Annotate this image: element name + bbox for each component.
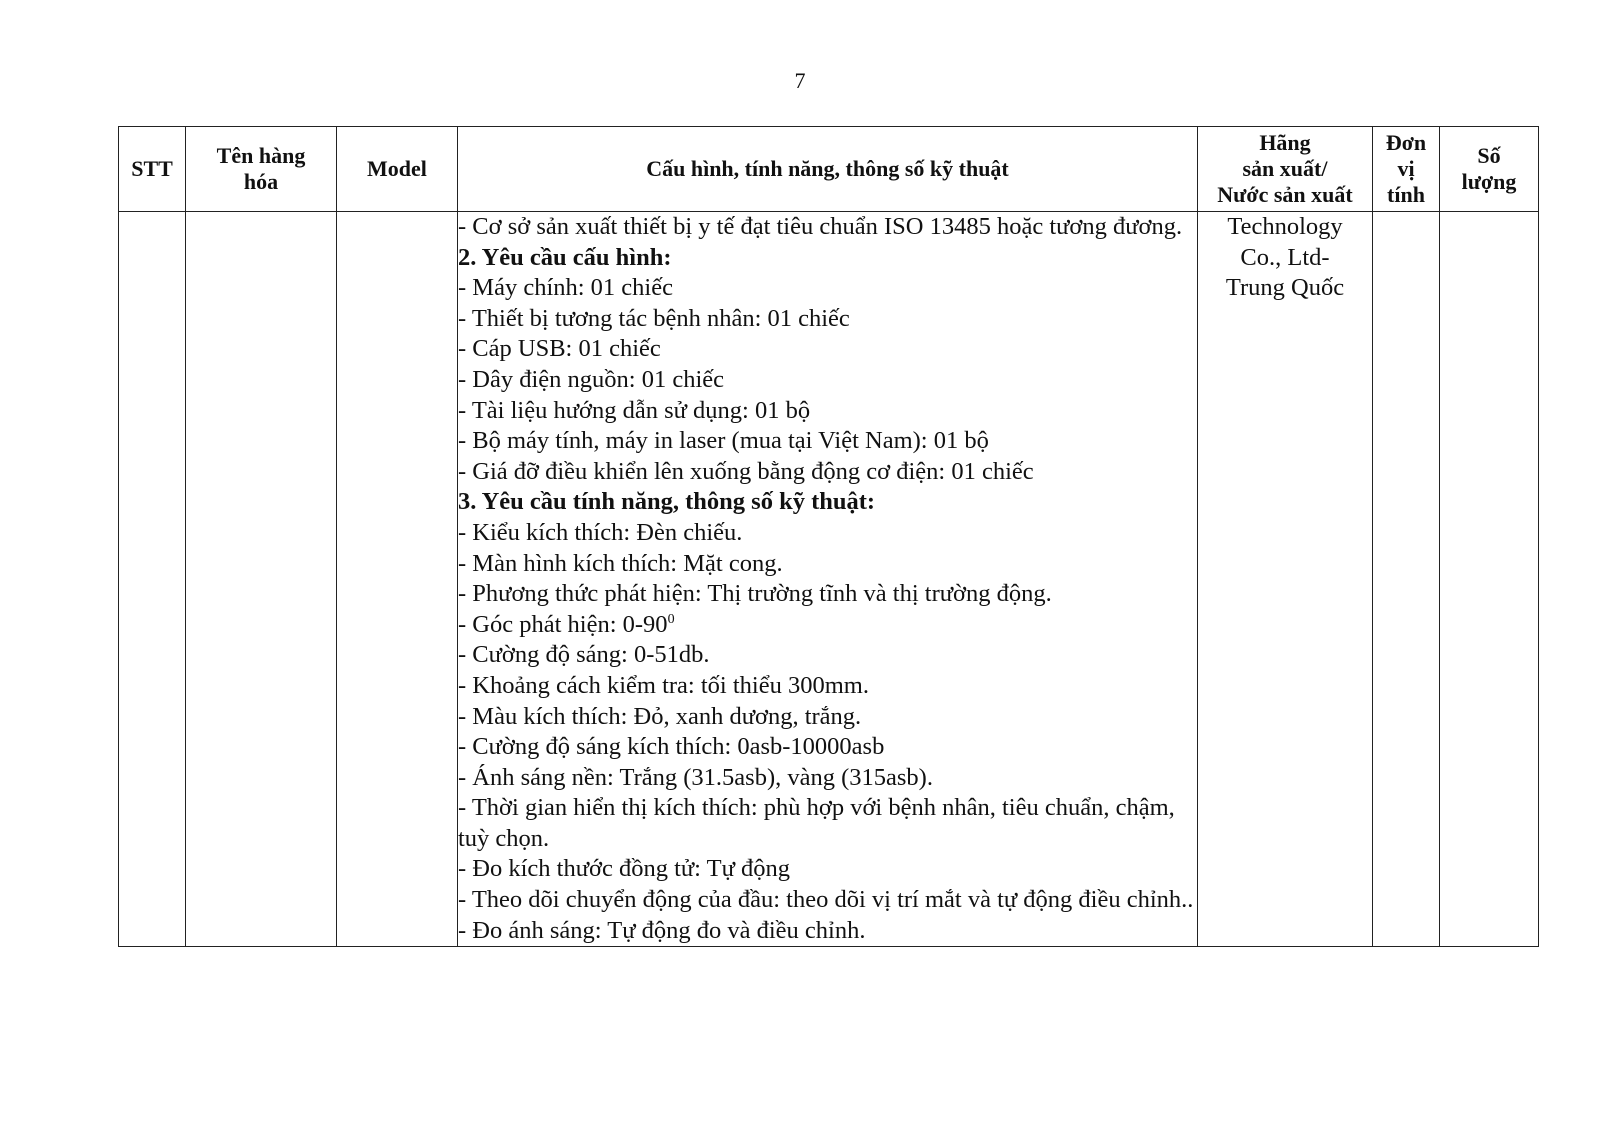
spec-line: - Theo dõi chuyển động của đầu: theo dõi vị trí mắt và tự động điều chỉnh..: [458, 886, 1194, 914]
spec-line: - Đo ánh sáng: Tự động đo và điều chỉnh.: [458, 916, 866, 944]
spec-line: - Màu kích thích: Đỏ, xanh dương, trắng.: [458, 702, 862, 730]
spec-angle-superscript: 0: [667, 611, 675, 627]
table-header-row: [119, 127, 1539, 212]
header-manufacturer: Hãng sản xuất/ Nước sản xuất: [1198, 127, 1373, 212]
spec-line: - Ánh sáng nền: Trắng (31.5asb), vàng (315asb).: [458, 763, 933, 791]
manufacturer-line: Co., Ltd-: [1240, 243, 1330, 271]
header-specs: Cấu hình, tính năng, thông số kỹ thuật: [458, 127, 1198, 212]
manufacturer-line: Technology: [1227, 213, 1343, 240]
spec-line: - Cáp USB: 01 chiếc: [458, 335, 661, 363]
header-model: Model: [337, 127, 458, 212]
page-number: 7: [794, 68, 806, 93]
spec-line: - Bộ máy tính, máy in laser (mua tại Việt Nam): 01 bộ: [458, 427, 989, 455]
cell-model: [337, 212, 458, 947]
spec-line: - Máy chính: 01 chiếc: [458, 274, 673, 302]
spec-line: - Thiết bị tương tác bệnh nhân: 01 chiếc: [458, 304, 850, 332]
cell-quantity: [1440, 212, 1539, 947]
spec-line: - Thời gian hiển thị kích thích: phù hợp với bệnh nhân, tiêu chuẩn, chậm, tuỳ chọn.: [458, 794, 1175, 852]
spec-line: - Cường độ sáng: 0-51db.: [458, 641, 710, 669]
header-unit: Đơn vị tính: [1373, 127, 1440, 212]
cell-unit: [1373, 212, 1440, 947]
spec-line: - Cường độ sáng kích thích: 0asb-10000asb: [458, 733, 885, 761]
cell-specs: [458, 212, 1198, 947]
header-quantity: Số lượng: [1440, 127, 1539, 212]
spec-line: - Cơ sở sản xuất thiết bị y tế đạt tiêu chuẩn ISO 13485 hoặc tương đương.: [458, 213, 1183, 240]
spec-table: [118, 126, 1539, 947]
spec-line: - Đo kích thước đồng tử: Tự động: [458, 855, 791, 883]
spec-line: - Tài liệu hướng dẫn sử dụng: 01 bộ: [458, 396, 811, 424]
header-stt: STT: [119, 127, 186, 212]
spec-section-heading: 3. Yêu cầu tính năng, thông số kỹ thuật:: [458, 488, 876, 516]
spec-line: - Phương thức phát hiện: Thị trường tĩnh và thị trường động.: [458, 580, 1052, 608]
cell-stt: [119, 212, 186, 947]
cell-manufacturer: [1198, 212, 1373, 947]
header-product-name: Tên hàng hóa: [186, 127, 337, 212]
spec-line-angle: [458, 610, 1197, 641]
spec-line: - Màn hình kích thích: Mặt cong.: [458, 549, 783, 577]
spec-line: - Dây điện nguồn: 01 chiếc: [458, 365, 725, 393]
table-row: [119, 212, 1539, 947]
cell-product-name: [186, 212, 337, 947]
manufacturer-country: Trung Quốc: [1225, 274, 1345, 302]
spec-line: - Khoảng cách kiểm tra: tối thiểu 300mm.: [458, 671, 869, 699]
spec-section-heading: 2. Yêu cầu cấu hình:: [458, 243, 672, 271]
spec-line: - Giá đỡ điều khiển lên xuống bằng động cơ điện: 01 chiếc: [458, 457, 1034, 485]
spec-line: - Kiểu kích thích: Đèn chiếu.: [458, 518, 743, 546]
spec-angle-text: - Góc phát hiện: 0-90: [458, 610, 668, 638]
